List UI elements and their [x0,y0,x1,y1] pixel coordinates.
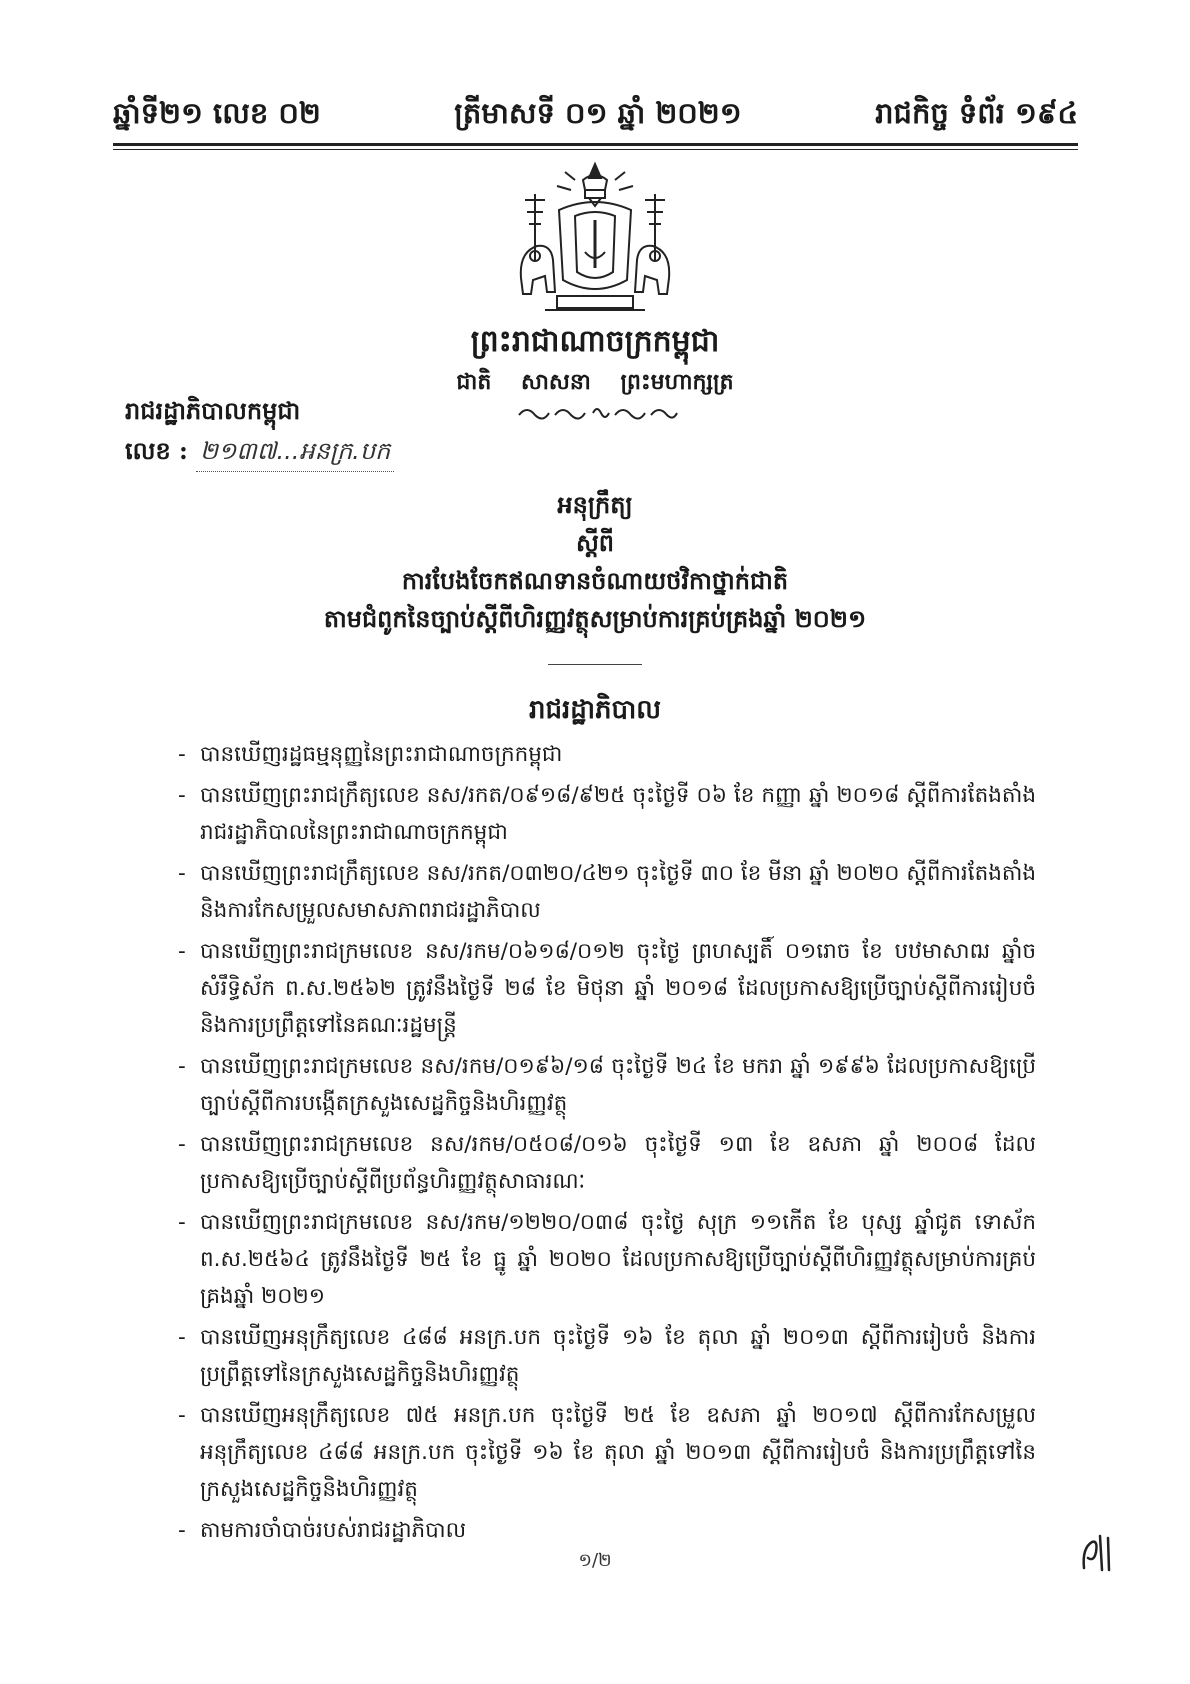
running-header [113,92,1078,138]
preamble-clause: - បានឃើញអនុក្រឹត្យលេខ ៧៥ អនក្រ.បក ចុះថ្ងៃទី ២៥ ខែ ឧសភា ឆ្នាំ ២០១៧ ស្តីពីការកែសម្រួលអនុក្រឹត្យលេខ ៤៨៨ អនក្រ.បក ចុះថ្ងៃទី ១៦ ខែ តុលា ឆ្នាំ ២០១៣ ស្តីពីការរៀបចំ និងការប្រព្រឹត្តទៅនៃក្រសួងសេដ្ឋកិច្ចនិងហិរញ្ញវត្ថុ [178,1397,1036,1508]
preamble-clause: - បានឃើញព្រះរាជក្រមលេខ នស/រកម/០៥០៨/០១៦ ចុះថ្ងៃទី ១៣ ខែ ឧសភា ឆ្នាំ ២០០៨ ដែលប្រកាសឱ្យប្រើច្បាប់ស្តីពីប្រព័ន្ធហិរញ្ញវត្ថុសាធារណៈ [178,1126,1036,1200]
title-subject-line-1: ការបែងចែកឥណទានចំណាយថវិកាថ្នាក់ជាតិ [401,566,789,595]
header-gazette-page: រាជកិច្ច ទំព័រ ១៩៤ [875,96,1078,130]
issuing-body-heading: រាជរដ្ឋាភិបាល [528,695,662,725]
document-number-value: ២១៣៧...អនក្រ.បក [196,436,394,472]
royal-coat-of-arms-icon [505,160,685,320]
header-rule-thick [113,143,1078,146]
preamble-clause: - បានឃើញព្រះរាជក្រឹត្យលេខ នស/រកត/០៩១៨/៩២៥ ចុះថ្ងៃទី ០៦ ខែ កញ្ញា ឆ្នាំ ២០១៨ ស្តីពីការតែងតាំងរាជរដ្ឋាភិបាលនៃព្រះរាជាណាចក្រកម្ពុជា [178,777,1036,851]
header-year-issue: ឆ្នាំទី២១ លេខ ០២ [113,96,321,130]
preamble-clause: - បានឃើញព្រះរាជក្រមលេខ នស/រកម/០៦១៨/០១២ ចុះថ្ងៃ ព្រហស្បតិ៍ ០១រោច ខែ បឋមាសាឍ ឆ្នាំច សំរឹទ្ធិស័ក ព.ស.២៥៦២ ត្រូវនឹងថ្ងៃទី ២៨ ខែ មិថុនា ឆ្នាំ ២០១៨ ដែលប្រកាសឱ្យប្រើច្បាប់ស្តីពីការរៀបចំ និងការប្រព្រឹត្តទៅនៃគណៈរដ្ឋមន្ត្រី [178,933,1036,1044]
preamble-clauses [178,736,1036,1553]
document-number-label: លេខ : [125,436,188,465]
issuing-authority: រាជរដ្ឋាភិបាលកម្ពុជា [125,396,301,425]
preamble-clause: - បានឃើញព្រះរាជក្រមលេខ នស/រកម/០១៩៦/១៨ ចុះថ្ងៃទី ២៤ ខែ មករា ឆ្នាំ ១៩៩៦ ដែលប្រកាសឱ្យប្រើច្បាប់ស្តីពីការបង្កើតក្រសួងសេដ្ឋកិច្ចនិងហិរញ្ញវត្ថុ [178,1048,1036,1122]
preamble-clause: - បានឃើញរដ្ឋធម្មនុញ្ញនៃព្រះរាជាណាចក្រកម្ពុជា [178,736,1036,773]
document-number [125,436,394,472]
ornament-divider-icon [515,403,680,423]
kingdom-motto: ជាតិ សាសនា ព្រះមហាក្សត្រ [456,369,734,395]
preamble-clause: - បានឃើញអនុក្រឹត្យលេខ ៤៨៨ អនក្រ.បក ចុះថ្ងៃទី ១៦ ខែ តុលា ឆ្នាំ ២០១៣ ស្តីពីការរៀបចំ និងការប្រព្រឹត្តទៅនៃក្រសួងសេដ្ឋកិច្ចនិងហិរញ្ញវត្ថុ [178,1319,1036,1393]
preamble-clause: - បានឃើញព្រះរាជក្រមលេខ នស/រកម/១២២០/០៣៨ ចុះថ្ងៃ សុក្រ ១១កើត ខែ បុស្ស ឆ្នាំជូត ទោស័ក ព.ស.២៥៦៤ ត្រូវនឹងថ្ងៃទី ២៥ ខែ ធ្នូ ឆ្នាំ ២០២០ ដែលប្រកាសឱ្យប្រើច្បាប់ស្តីពីហិរញ្ញវត្ថុសម្រាប់ការគ្រប់គ្រងឆ្នាំ ២០២១ [178,1204,1036,1315]
handwritten-initials-icon [1078,1528,1114,1574]
title-subject-line-2: តាមជំពូកនៃច្បាប់ស្តីពីហិរញ្ញវត្ថុសម្រាប់ការគ្រប់គ្រងឆ្នាំ ២០២១ [323,604,867,633]
kingdom-name: ព្រះរាជាណាចក្រកម្ពុជា [470,324,720,359]
page-number: ១/២ [578,1550,612,1571]
title-about: ស្តីពី [575,528,615,557]
preamble-clause: - តាមការចាំបាច់របស់រាជរដ្ឋាភិបាល [178,1512,1036,1549]
title-separator [548,664,642,665]
preamble-clause: - បានឃើញព្រះរាជក្រឹត្យលេខ នស/រកត/០៣២០/៤២១ ចុះថ្ងៃទី ៣០ ខែ មីនា ឆ្នាំ ២០២០ ស្តីពីការតែងតាំងនិងការកែសម្រួលសមាសភាពរាជរដ្ឋាភិបាល [178,855,1036,929]
header-period: ត្រីមាសទី ០១ ឆ្នាំ ២០២១ [454,96,742,130]
header-rule-thin [113,149,1078,150]
document-type: អនុក្រឹត្យ [557,490,633,519]
